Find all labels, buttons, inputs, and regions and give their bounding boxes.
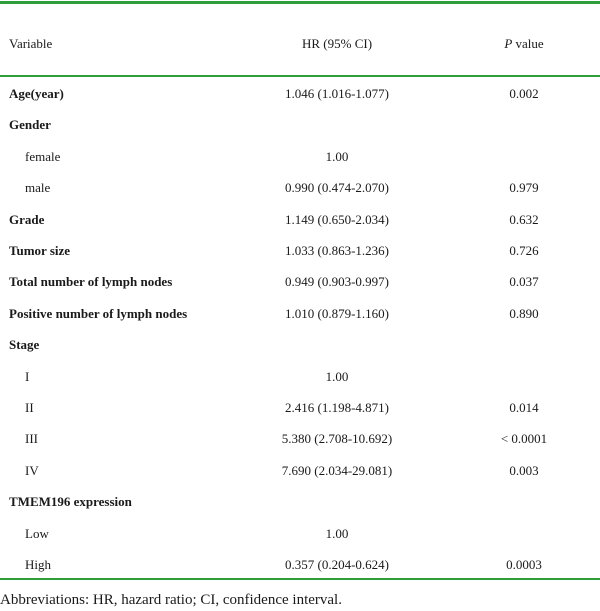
row-variable: Low xyxy=(25,525,49,541)
table-row xyxy=(0,117,600,133)
row-hr-ci: 1.033 (0.863-1.236) xyxy=(285,243,389,258)
row-p-value: 0.003 xyxy=(509,462,539,478)
table-row xyxy=(0,431,600,447)
row-variable: Stage xyxy=(9,337,40,353)
row-hr-ci: 0.990 (0.474-2.070) xyxy=(285,180,389,196)
row-hr-ci: 1.149 (0.650-2.034) xyxy=(285,211,389,227)
row-hr-ci: 1.00 xyxy=(325,525,349,541)
row-p-value: 0.0003 xyxy=(506,557,542,572)
row-variable: Age(year) xyxy=(9,86,64,101)
table-row xyxy=(0,149,600,165)
table-row xyxy=(0,400,600,416)
row-hr-ci: 0.357 (0.204-0.624) xyxy=(285,557,389,572)
row-p-value: 0.890 xyxy=(509,305,539,321)
table-row xyxy=(0,86,600,102)
row-variable: Tumor size xyxy=(9,243,71,258)
row-variable: Grade xyxy=(9,211,45,227)
row-p-value: < 0.0001 xyxy=(500,431,548,447)
row-p-value: 0.014 xyxy=(509,400,539,415)
row-variable: I xyxy=(25,368,30,384)
table-row xyxy=(0,526,600,542)
row-hr-ci: 5.380 (2.708-10.692) xyxy=(281,431,393,447)
row-p-value: 0.726 xyxy=(509,243,539,258)
header-variable: Variable xyxy=(9,36,53,51)
header-p-letter: P xyxy=(504,36,513,51)
table-row xyxy=(0,180,600,196)
table-row xyxy=(0,243,600,259)
table-row xyxy=(0,274,600,290)
table-footnote: Abbreviations: HR, hazard ratio; CI, confidence interval. xyxy=(0,592,342,608)
table-row xyxy=(0,337,600,353)
row-hr-ci: 1.010 (0.879-1.160) xyxy=(285,305,389,321)
table-row xyxy=(0,306,600,322)
header-hr-ci: HR (95% CI) xyxy=(301,36,373,51)
table-row xyxy=(0,212,600,228)
row-variable: High xyxy=(25,557,51,572)
row-hr-ci: 1.00 xyxy=(325,148,349,164)
row-variable: II xyxy=(25,400,34,415)
row-variable: female xyxy=(25,148,61,164)
row-hr-ci: 0.949 (0.903-0.997) xyxy=(285,274,389,290)
row-variable: Gender xyxy=(9,117,51,133)
row-variable: Positive number of lymph nodes xyxy=(9,305,188,321)
table-row xyxy=(0,494,600,510)
row-p-value: 0.037 xyxy=(509,274,539,290)
table-bottom-rule xyxy=(0,578,600,580)
header-p-suffix: value xyxy=(512,36,544,51)
row-variable: TMEM196 expression xyxy=(9,494,132,510)
row-hr-ci: 7.690 (2.034-29.081) xyxy=(281,462,393,478)
row-hr-ci: 1.00 xyxy=(325,368,349,384)
row-variable: III xyxy=(25,431,38,447)
row-variable: Total number of lymph nodes xyxy=(9,274,173,290)
row-hr-ci: 2.416 (1.198-4.871) xyxy=(285,400,389,415)
table-row xyxy=(0,463,600,479)
row-p-value: 0.002 xyxy=(509,86,539,101)
row-variable: IV xyxy=(25,462,39,478)
row-p-value: 0.632 xyxy=(509,211,539,227)
table-row xyxy=(0,369,600,385)
row-hr-ci: 1.046 (1.016-1.077) xyxy=(285,86,389,101)
row-variable: male xyxy=(25,180,51,196)
table-row xyxy=(0,557,600,573)
row-p-value: 0.979 xyxy=(509,180,539,196)
